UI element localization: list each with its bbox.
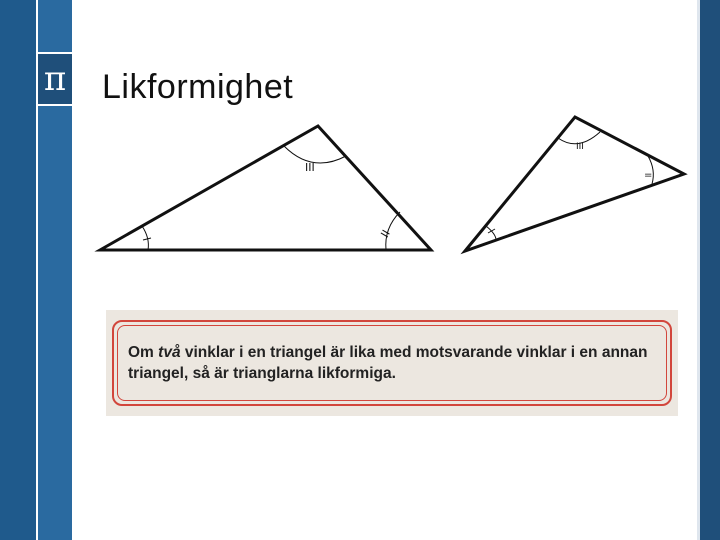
angle-mark-right-b: = <box>644 170 653 181</box>
rule-part1: Om <box>128 344 159 361</box>
angle-mark-left-c: II <box>378 227 393 240</box>
angle-arc-left-c <box>386 212 400 250</box>
slide-title: Likformighet <box>102 68 294 106</box>
angle-mark-right-c <box>488 229 495 233</box>
rule-part2: vinklar i en triangel är lika med motsvarande vinklar i en annan triangel, så är trianglarna likformiga. <box>128 344 648 382</box>
rule-box <box>106 310 678 416</box>
angle-arc-right-c <box>486 226 496 240</box>
rule-emphasis: två <box>158 344 181 361</box>
angle-arc-left-a <box>142 226 148 250</box>
rule-text <box>128 342 648 384</box>
angle-mark-right-a: III <box>576 142 584 152</box>
triangle-right <box>465 117 684 251</box>
angle-mark-left-a <box>143 238 151 240</box>
angle-mark-left-b: III <box>305 161 315 174</box>
pi-symbol: π <box>43 59 67 99</box>
